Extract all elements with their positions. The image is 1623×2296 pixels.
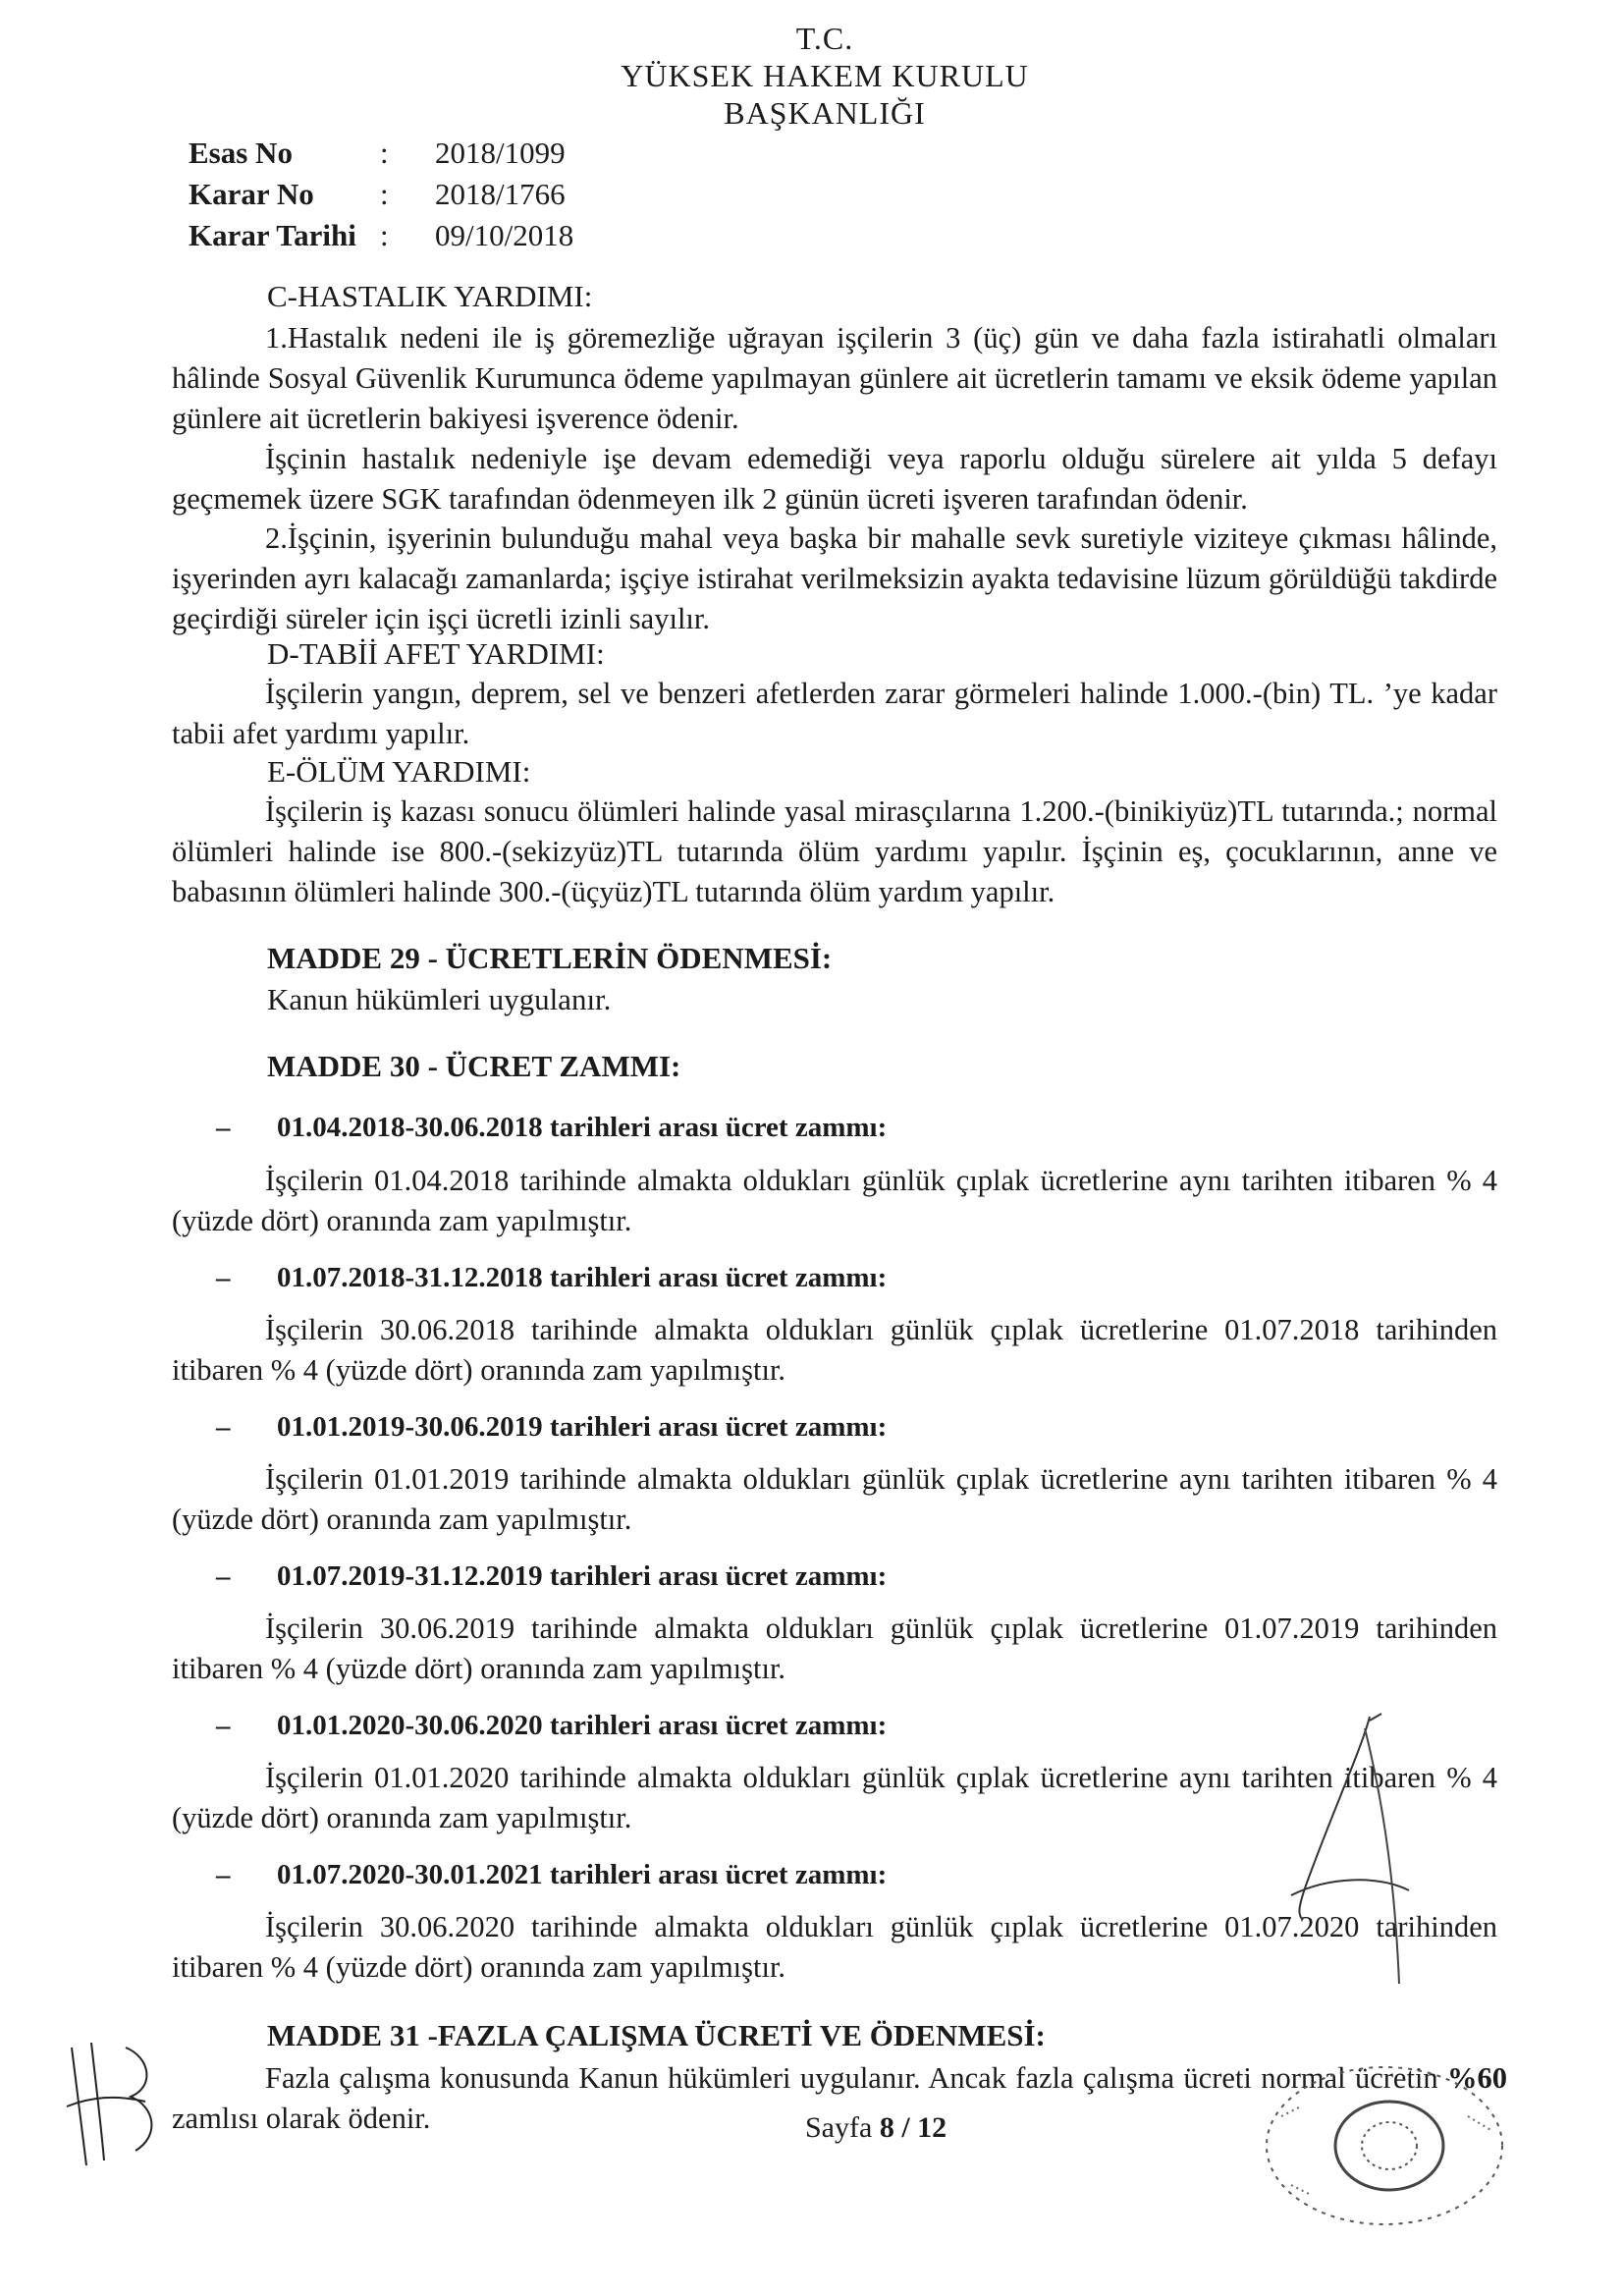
dash-bullet: – [216, 1411, 231, 1443]
section-e-paragraph: İşçilerin iş kazası sonucu ölümleri halinde yasal mirasçılarına 1.200.-(binikiyüz)TL tutarında.; normal ölümleri halinde ise 800.-(sekizyüz)TL tutarında ölüm yardımı yapılır. İşçinin eş, çocuklarının, anne ve babasının ölümleri halinde 300.-(üçyüz)TL tutarında ölüm yardım yapılır. [172, 794, 1497, 908]
dash-bullet: – [216, 1710, 231, 1741]
karar-no-row [189, 174, 573, 215]
section-c-paragraph-2: İşçinin hastalık nedeniyle işe devam edemediği veya raporlu olduğu sürelere ait yılda 5 defayı geçmemek üzere SGK tarafından ödenmeyen ilk 2 günün ücreti işveren tarafından ödenir. [172, 442, 1497, 516]
madde-31-percent: %60 [1447, 2061, 1507, 2095]
dash-bullet: – [216, 1112, 231, 1143]
raise-heading-text: 01.07.2018-31.12.2018 tarihleri arası ücret zammı: [277, 1262, 888, 1293]
karar-tarihi-row [189, 215, 573, 256]
page-footer [805, 2111, 947, 2145]
raise-heading [216, 1262, 887, 1294]
meta-sep: : [380, 218, 389, 252]
raise-heading [216, 1411, 887, 1444]
raise-heading-text: 01.07.2019-31.12.2019 tarihleri arası ücret zammı: [277, 1560, 888, 1592]
raise-heading [216, 1710, 887, 1742]
raise-text: İşçilerin 01.01.2020 tarihinde almakta oldukları günlük çıplak ücretlerine aynı tarihten itibaren % 4 (yüzde dört) oranında zam yapılmıştır. [172, 1761, 1497, 1834]
header-presidency: BAŞKANLIĞI [724, 95, 926, 131]
madde-29-text: Kanun hükümleri uygulanır. [267, 982, 612, 1016]
madde-31-text-b: zamlısı olarak ödenir. [172, 2102, 431, 2135]
raise-heading [216, 1859, 887, 1891]
page-number: 8 / 12 [879, 2111, 947, 2144]
madde-29-title: MADDE 29 - ÜCRETLERİN ÖDENMESİ: [267, 941, 833, 975]
madde-31-title: MADDE 31 -FAZLA ÇALIŞMA ÜCRETİ VE ÖDENMESİ: [267, 2018, 1046, 2052]
dash-bullet: – [216, 1560, 231, 1592]
meta-label: Karar Tarihi [189, 218, 356, 252]
handwritten-signature-mark [1271, 1709, 1419, 1994]
raise-heading-text: 01.01.2019-30.06.2019 tarihleri arası ücret zammı: [277, 1411, 888, 1443]
raise-text: İşçilerin 30.06.2018 tarihinde almakta oldukları günlük çıplak ücretlerine 01.07.2018 tarihinden itibaren % 4 (yüzde dört) oranında zam yapılmıştır. [172, 1313, 1497, 1387]
dash-bullet: – [216, 1859, 231, 1890]
madde-30-title: MADDE 30 - ÜCRET ZAMMI: [267, 1049, 681, 1083]
raise-text: İşçilerin 30.06.2020 tarihinde almakta oldukları günlük çıplak ücretlerine 01.07.2020 tarihinden itibaren % 4 (yüzde dört) oranında zam yapılmıştır. [172, 1910, 1497, 1984]
raise-heading-text: 01.04.2018-30.06.2018 tarihleri arası ücret zammı: [277, 1112, 888, 1143]
case-info [189, 133, 573, 256]
meta-sep: : [380, 177, 389, 211]
raise-heading-text: 01.01.2020-30.06.2020 tarihleri arası ücret zammı: [277, 1710, 888, 1741]
section-c-title: C-HASTALIK YARDIMI: [267, 279, 593, 313]
section-c-paragraph-3: 2.İşçinin, işyerinin bulunduğu mahal veya başka bir mahalle sevk suretiyle viziteye çıkması hâlinde, işyerinden ayrı kalacağı zamanlarda; işçiye istirahat verilmeksizin ayakta tedavisine lüzum görüldüğü takdirde geçirdiği süreler için işçi ücretli izinli sayılır. [172, 521, 1497, 635]
dash-bullet: – [216, 1262, 231, 1293]
esas-no-row [189, 133, 573, 174]
meta-value: 2018/1099 [435, 136, 566, 170]
raise-text: İşçilerin 30.06.2019 tarihinde almakta oldukları günlük çıplak ücretlerine 01.07.2019 tarihinden itibaren % 4 (yüzde dört) oranında zam yapılmıştır. [172, 1612, 1497, 1685]
meta-sep: : [380, 136, 389, 170]
initials-mark [57, 2028, 175, 2175]
raise-heading [216, 1560, 887, 1593]
meta-label: Esas No [189, 136, 293, 170]
raise-heading [216, 1112, 887, 1144]
header-institution: YÜKSEK HAKEM KURULU [621, 58, 1029, 93]
section-c-paragraph-1: 1.Hastalık nedeni ile iş göremezliğe uğrayan işçilerin 3 (üç) gün ve daha fazla istirahatli olmaları hâlinde Sosyal Güvenlik Kurumunca ödeme yapılmayan günlere ait ücretlerin tamamı ve eksik ödeme yapılan günlere ait ücretlerin bakiyesi işverence ödenir. [172, 321, 1497, 435]
section-e-title: E-ÖLÜM YARDIMI: [267, 754, 531, 789]
raise-text: İşçilerin 01.04.2018 tarihinde almakta oldukları günlük çıplak ücretlerine aynı tarihten itibaren % 4 (yüzde dört) oranında zam yapılmıştır. [172, 1164, 1497, 1237]
section-d-paragraph: İşçilerin yangın, deprem, sel ve benzeri afetlerden zarar görmeleri halinde 1.000.-(bin) TL. ’ye kadar tabii afet yardımı yapılır. [172, 677, 1497, 750]
page-footer-prefix: Sayfa [805, 2111, 880, 2144]
raise-heading-text: 01.07.2020-30.01.2021 tarihleri arası ücret zammı: [277, 1859, 888, 1890]
raise-text: İşçilerin 01.01.2019 tarihinde almakta oldukları günlük çıplak ücretlerine aynı tarihten itibaren % 4 (yüzde dört) oranında zam yapılmıştır. [172, 1462, 1497, 1536]
official-stamp [1242, 2048, 1527, 2244]
meta-value: 2018/1766 [435, 177, 566, 211]
section-d-title: D-TABİİ AFET YARDIMI: [267, 636, 605, 671]
meta-value: 09/10/2018 [435, 218, 574, 252]
madde-31-text-a: Fazla çalışma konusunda Kanun hükümleri uygulanır. Ancak fazla çalışma ücreti normal ücretin [265, 2061, 1447, 2095]
meta-label: Karar No [189, 177, 314, 211]
header-tc: T.C. [795, 21, 854, 56]
